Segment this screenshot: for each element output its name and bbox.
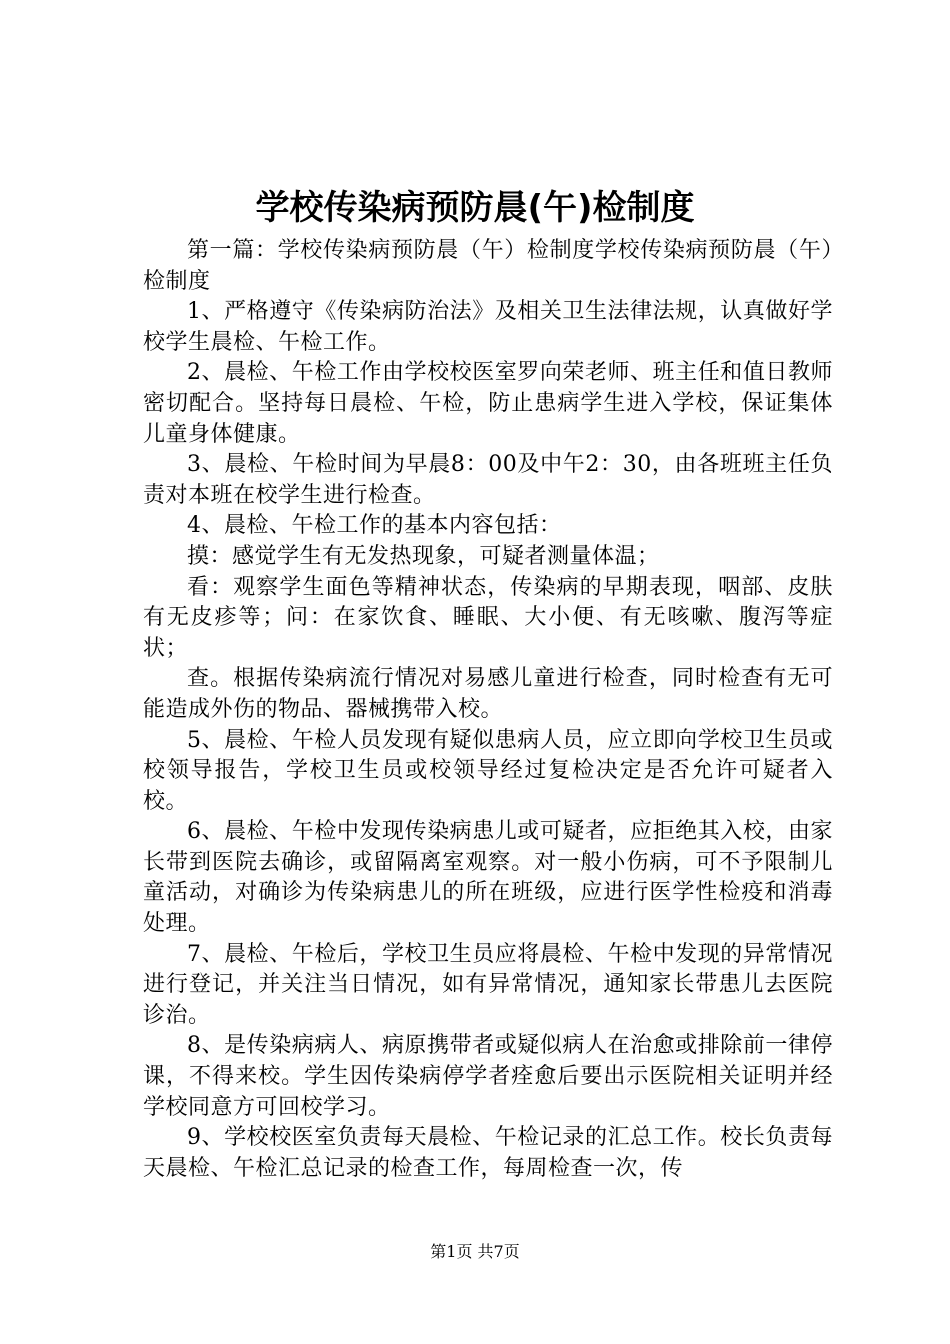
paragraph-look-ask: 看：观察学生面色等精神状态，传染病的早期表现，咽部、皮肤有无皮疹等；问：在家饮食、睡眠、大小便、有无咳嗽、腹泻等症状； bbox=[143, 574, 833, 661]
paragraph-item-7: 7、晨检、午检后，学校卫生员应将晨检、午检中发现的异常情况进行登记，并关注当日情况，如有异常情况，通知家长带患儿去医院诊治。 bbox=[143, 941, 833, 1028]
document-body bbox=[143, 236, 833, 1184]
paragraph-item-9: 9、学校校医室负责每天晨检、午检记录的汇总工作。校长负责每天晨检、午检汇总记录的检查工作，每周检查一次，传 bbox=[143, 1125, 833, 1181]
paragraph-check: 查。根据传染病流行情况对易感儿童进行检查，同时检查有无可能造成外伤的物品、器械携带入校。 bbox=[143, 666, 833, 722]
page-number-footer: 第1页 共7页 bbox=[430, 1242, 520, 1261]
paragraph-item-2: 2、晨检、午检工作由学校校医室罗向荣老师、班主任和值日教师密切配合。坚持每日晨检、午检，防止患病学生进入学校，保证集体儿童身体健康。 bbox=[143, 360, 833, 447]
paragraph-item-1: 1、严格遵守《传染病防治法》及相关卫生法律法规，认真做好学校学生晨检、午检工作。 bbox=[143, 299, 833, 355]
paragraph-touch: 摸：感觉学生有无发热现象，可疑者测量体温； bbox=[187, 543, 660, 569]
document-title: 学校传染病预防晨(午)检制度 bbox=[255, 188, 695, 228]
paragraph-intro: 第一篇：学校传染病预防晨（午）检制度学校传染病预防晨（午）检制度 bbox=[143, 238, 833, 294]
paragraph-item-8: 8、是传染病病人、病原携带者或疑似病人在治愈或排除前一律停课，不得来校。学生因传染病停学者痊愈后要出示医院相关证明并经学校同意方可回校学习。 bbox=[143, 1033, 833, 1120]
paragraph-item-5: 5、晨检、午检人员发现有疑似患病人员，应立即向学校卫生员或校领导报告，学校卫生员或校领导经过复检决定是否允许可疑者入校。 bbox=[143, 727, 833, 814]
paragraph-item-6: 6、晨检、午检中发现传染病患儿或可疑者，应拒绝其入校，由家长带到医院去确诊，或留隔离室观察。对一般小伤病，可不予限制儿童活动，对确诊为传染病患儿的所在班级，应进行医学性检疫和消毒处理。 bbox=[143, 819, 833, 937]
paragraph-item-3: 3、晨检、午检时间为早晨8：00及中午2：30，由各班班主任负责对本班在校学生进行检查。 bbox=[143, 452, 833, 508]
paragraph-item-4: 4、晨检、午检工作的基本内容包括： bbox=[187, 513, 562, 539]
